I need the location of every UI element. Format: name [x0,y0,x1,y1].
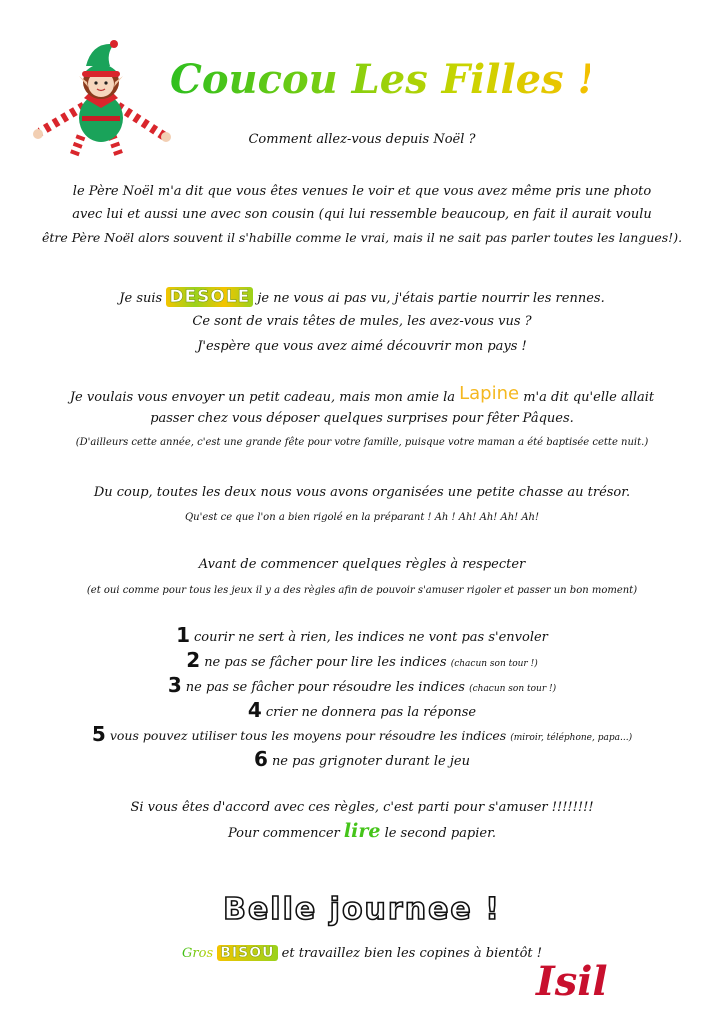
paragraph-line: Si vous êtes d'accord avec ces règles, c'est parti pour s'amuser !!!!!!!! [130,800,594,815]
paragraph-line: J'espère que vous avez aimé découvrir mon pays ! [197,339,527,354]
text-segment: et travaillez bien les copines à bientôt ! [281,946,542,961]
paragraph-line: être Père Noël alors souvent il s'habille comme le vrai, mais il ne sait pas parler toutes les langues!). [41,230,683,245]
rule-text: courir ne sert à rien, les indices ne vont pas s'envoler [194,630,548,645]
rule-number: 4 [247,698,262,722]
rule-item [0,623,724,647]
paragraph-line [0,385,724,407]
signature: Isil [536,958,608,1005]
bisou-highlight: BISOU [217,945,277,961]
rule-item [0,747,724,771]
rule-note: (miroir, téléphone, papa...) [510,733,633,743]
text-segment: m'a dit qu'elle allait [523,390,655,405]
paragraph-line: avec lui et aussi une avec son cousin (qui lui ressemble beaucoup, en fait il aurait voulu [72,207,652,222]
rule-text: ne pas grignoter durant le jeu [271,754,470,769]
rule-note: (chacun son tour !) [450,659,538,669]
lire-highlight: lire [343,820,381,842]
paragraph-line: passer chez vous déposer quelques surprises pour fêter Pâques. [150,411,574,426]
rule-number: 6 [254,747,268,771]
paragraph-line: Du coup, toutes les deux nous vous avons organisées une petite chasse au trésor. [93,485,631,500]
greeting-line: Comment allez-vous depuis Noël ? [248,132,476,147]
text-segment: Je voulais vous envoyer un petit cadeau, mais mon amie la [69,390,455,405]
rule-text: crier ne donnera pas la réponse [265,705,477,720]
rules-heading: Avant de commencer quelques règles à respecter [198,557,526,572]
lapine-highlight: Lapine [459,383,520,404]
rule-number: 3 [167,673,182,697]
text-segment: je ne vous ai pas vu, j'étais partie nourrir les rennes. [257,291,605,306]
text-segment: le second papier. [384,826,497,841]
desole-highlight: DESOLE [166,287,253,307]
page-title: Coucou Les Filles !! [170,52,590,108]
rule-text: vous pouvez utiliser tous les moyens pour résoudre les indices [109,728,507,743]
rules-subheading: (et oui comme pour tous les jeux il y a des règles afin de pouvoir s'amuser rigoler et passer un bon moment) [86,585,638,596]
rule-number: 1 [176,623,191,647]
rule-number: 2 [186,648,201,672]
text-segment: Je suis [119,291,163,306]
paragraph-line [0,822,724,843]
rule-note: (chacun son tour !) [469,684,557,694]
rule-text: ne pas se fâcher pour résoudre les indices [185,680,465,695]
rule-item [0,722,724,747]
paragraph-line: Ce sont de vrais têtes de mules, les avez-vous vus ? [192,314,532,329]
rule-item [0,673,724,698]
closing-heading: Belle journee ! [223,892,501,927]
rule-number: 5 [91,722,106,746]
paragraph-note: (D'ailleurs cette année, c'est une grande fête pour votre famille, puisque votre maman a été baptisée cette nuit.) [75,437,649,448]
gros-text: Gros [182,946,214,961]
text-segment: Pour commencer [227,826,340,841]
paragraph-note: Qu'est ce que l'on a bien rigolé en la préparant ! Ah ! Ah! Ah! Ah! Ah! [184,512,540,523]
closing-line [0,944,724,963]
rule-item [0,648,724,673]
paragraph-line [0,288,724,308]
rule-item [0,698,724,722]
rule-text: ne pas se fâcher pour lire les indices [204,655,447,670]
paragraph-line: le Père Noël m'a dit que vous êtes venues le voir et que vous avez même pris une photo [72,184,652,199]
